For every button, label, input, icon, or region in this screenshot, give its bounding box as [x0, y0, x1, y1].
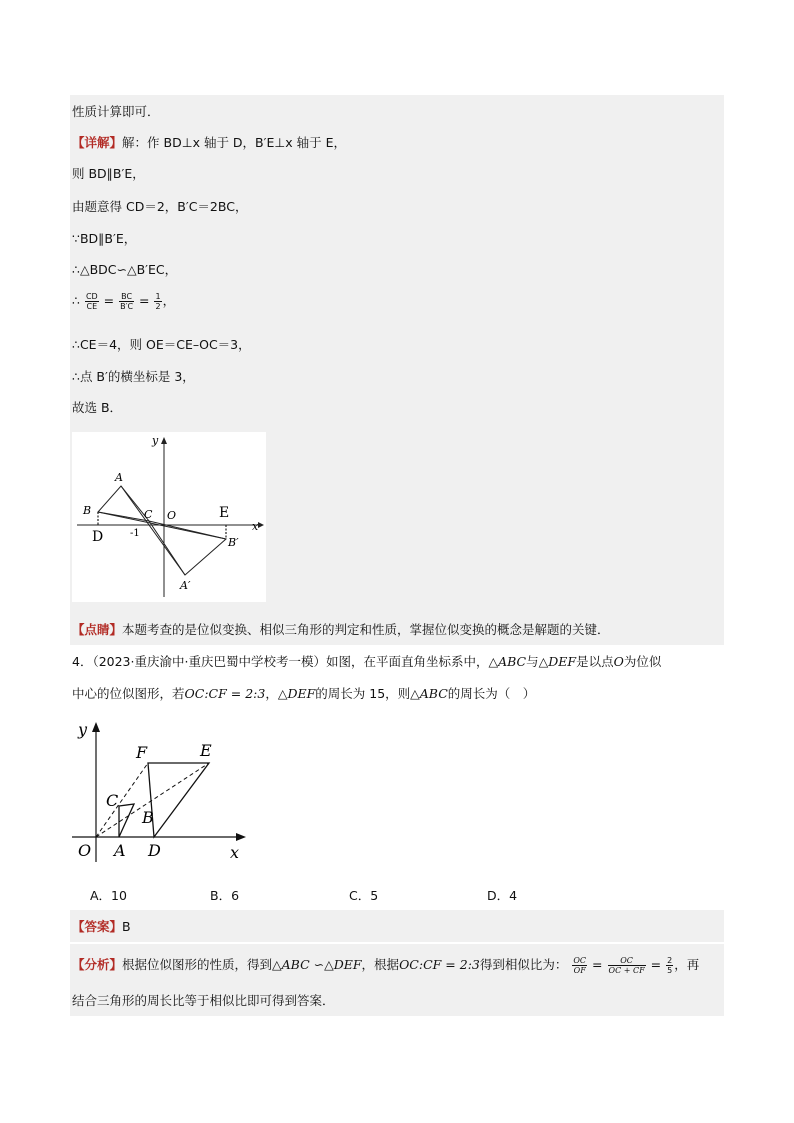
- equals-sign: =: [103, 293, 115, 308]
- fraction-oc-of: [572, 956, 587, 975]
- label-b: B: [142, 808, 154, 827]
- triangle-def-label: △DEF: [538, 654, 577, 669]
- fraction-bc-bpc: [119, 292, 134, 311]
- fraction-numerator: BC: [121, 292, 133, 301]
- fraction-numerator: CD: [85, 292, 98, 301]
- point-o-label: O: [613, 654, 624, 669]
- solution-figure-svg: [72, 432, 266, 602]
- ratio-expression: OC:CF = 2:3: [399, 957, 480, 972]
- fraction-denominator: 2: [155, 302, 161, 311]
- label-b-prime: B′: [228, 536, 239, 549]
- comment-text: 本题考查的是位似变换、相似三角形的判定和性质，掌握位似变换的概念是解题的关键．: [122, 622, 610, 637]
- fraction-oc-oc-cf: [608, 956, 646, 975]
- step-5: [72, 292, 175, 311]
- label-a: A: [114, 841, 126, 860]
- label-e: E: [219, 505, 230, 521]
- fraction-denominator: B′C: [120, 302, 134, 311]
- step-4: ∴△BDC∽△B′EC，: [72, 262, 178, 277]
- x-axis-arrow: [236, 833, 246, 841]
- step-6: ∴CE＝4，则 OE＝CE–OC＝3，: [72, 337, 251, 352]
- analysis-text-a: 根据位似图形的性质，得到: [122, 957, 273, 972]
- solution-tail: 性质计算即可．: [72, 104, 160, 119]
- question-figure: [70, 716, 250, 866]
- analysis-line-2: 结合三角形的周长比等于相似比即可得到答案．: [72, 993, 335, 1008]
- analysis-text-d: ，再: [674, 957, 700, 972]
- question-stem-a: 如图，在平面直角坐标系中，: [325, 654, 489, 669]
- answer-line: [72, 918, 131, 936]
- label-a-prime: A′: [180, 579, 191, 592]
- triangle-apbpc: [149, 521, 226, 575]
- fraction-numerator: 1: [155, 292, 161, 301]
- label-minus-one: -1: [130, 528, 140, 539]
- x-axis-arrow: [258, 522, 264, 528]
- detail-text: 解：作 BD⊥x 轴于 D，B′E⊥x 轴于 E，: [122, 135, 346, 150]
- label-c: C: [106, 791, 119, 810]
- label-y: y: [152, 434, 159, 447]
- triangle-abc-label-2: △ABC: [410, 686, 448, 701]
- fraction-denominator: 5: [667, 966, 673, 975]
- y-axis-arrow: [161, 437, 167, 444]
- label-o: O: [167, 509, 177, 522]
- option-c[interactable]: C．5: [349, 888, 379, 903]
- label-y: y: [78, 720, 88, 739]
- fraction-denominator: OC + CF: [608, 966, 645, 975]
- analysis-tag: 【分析】: [72, 957, 123, 972]
- dashed-of: [96, 763, 148, 837]
- analysis-text-b: ，根据: [361, 957, 400, 972]
- question-stem-d: 为位似: [623, 654, 662, 669]
- triangle-def-label-2: △DEF: [277, 686, 316, 701]
- label-c: C: [144, 508, 153, 521]
- label-a: A: [115, 471, 123, 484]
- triangle-abc-label: △ABC: [488, 654, 527, 669]
- question-figure-svg: [70, 716, 250, 866]
- fraction-one-half: [154, 292, 161, 311]
- question-stem-b: 与: [526, 654, 539, 669]
- label-e: E: [200, 741, 212, 760]
- step-2: 由题意得 CD＝2，B′C＝2BC，: [72, 199, 248, 214]
- option-d[interactable]: D．4: [487, 888, 518, 903]
- answer-value: B: [122, 919, 131, 934]
- step-8: 故选 B．: [72, 400, 123, 415]
- answer-background: [70, 910, 724, 942]
- analysis-text-c: 得到相似比为：: [479, 957, 568, 972]
- y-axis-arrow: [92, 722, 100, 732]
- label-b: B: [83, 504, 92, 517]
- comment-tag: 【点睛】: [72, 622, 123, 637]
- step-1: 则 BD∥B′E，: [72, 166, 145, 181]
- label-x: x: [230, 843, 240, 862]
- label-d: D: [92, 529, 104, 545]
- ratio-oc-cf: OC:CF = 2:3: [184, 686, 266, 701]
- solution-figure: [72, 432, 266, 602]
- fraction-denominator: OF: [573, 966, 586, 975]
- option-b[interactable]: B．6: [210, 888, 240, 903]
- step-5-suffix: ，: [162, 293, 176, 308]
- option-a[interactable]: A．10: [90, 888, 127, 903]
- fraction-numerator: OC: [573, 956, 587, 965]
- fraction-two-fifths: [666, 956, 673, 975]
- equals-sign: =: [592, 957, 603, 972]
- equals-sign: =: [650, 957, 662, 972]
- triangle-abc: [98, 486, 149, 521]
- label-o: O: [78, 841, 92, 860]
- question-number-source: 4．（2023·重庆渝中·重庆巴蜀中学校考一模）: [72, 654, 326, 669]
- question-line2-c: 的周长为 15，则: [315, 686, 411, 701]
- step-5-prefix: ∴: [72, 293, 80, 308]
- equals-sign: =: [139, 293, 150, 308]
- comment-line: [72, 621, 610, 639]
- question-line-2: [72, 685, 535, 703]
- triangle-def: [148, 763, 209, 837]
- question-stem-c: 是以点: [576, 654, 614, 669]
- answer-tag: 【答案】: [72, 919, 123, 934]
- label-f: F: [136, 743, 148, 762]
- fraction-numerator: OC: [608, 956, 646, 966]
- similarity-expression: △ABC ∽△DEF: [272, 957, 362, 972]
- question-line2-b: ，: [265, 686, 278, 701]
- detail-line: [72, 134, 346, 152]
- fraction-denominator: CE: [86, 302, 98, 311]
- question-line-1: [72, 653, 661, 671]
- question-line2-a: 中心的位似图形，若: [72, 686, 185, 701]
- detail-tag: 【详解】: [72, 135, 123, 150]
- step-3: ∵BD∥B′E，: [72, 231, 137, 246]
- analysis-line-1: [72, 956, 699, 975]
- fraction-numerator: 2: [667, 956, 673, 965]
- label-x: x: [252, 520, 259, 533]
- question-line2-d: 的周长为（ ）: [447, 686, 536, 701]
- label-d: D: [148, 841, 161, 860]
- fraction-cd-ce: [85, 292, 99, 311]
- step-7: ∴点 B′的横坐标是 3，: [72, 369, 195, 384]
